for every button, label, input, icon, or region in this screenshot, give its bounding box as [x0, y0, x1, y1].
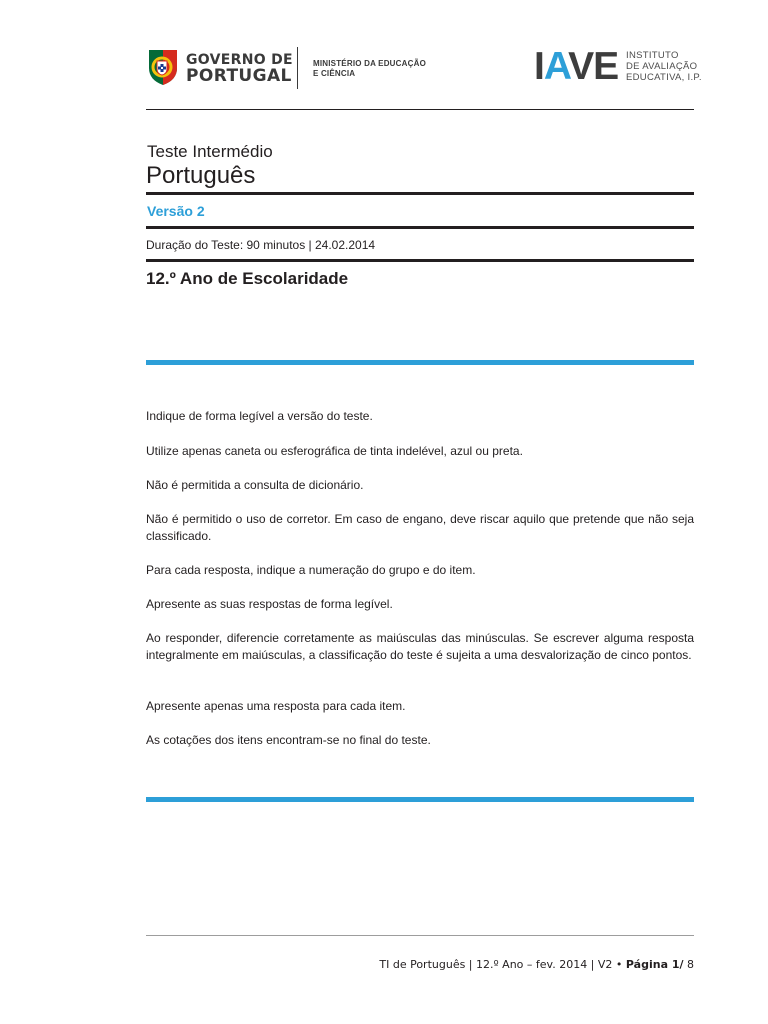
- ministry-line1: MINISTÉRIO DA EDUCAÇÃO: [313, 59, 426, 68]
- duration-rule: [146, 259, 694, 262]
- ministry-logo-text: [313, 59, 426, 79]
- footer-info: TI de Português | 12.º Ano – fev. 2014 | V2 •: [379, 958, 623, 971]
- footer-page-label: Página 1/: [625, 958, 684, 971]
- version-rule: [146, 226, 694, 229]
- instruction-item: As cotações dos itens encontram-se no final do teste.: [146, 733, 431, 747]
- institute-line1: INSTITUTO: [626, 50, 679, 61]
- title-rule: [146, 192, 694, 195]
- instruction-item: Ao responder, diferencie corretamente as maiúsculas das minúsculas. Se escrever alguma resposta integralmente em maiúsculas, a classificação do teste é sujeita a uma desvalorização de cinco pontos.: [146, 631, 694, 662]
- government-logo-text: [186, 52, 293, 84]
- footer-rule: [146, 935, 694, 936]
- instructions-bottom-bar: [146, 797, 694, 802]
- gov-line2: PORTUGAL: [186, 66, 292, 86]
- instruction-item: Não é permitido o uso de corretor. Em caso de engano, deve riscar aquilo que pretende que não seja classificado.: [146, 512, 694, 543]
- iave-logo: [534, 43, 618, 91]
- institute-line3: EDUCATIVA, I.P.: [626, 72, 702, 83]
- institute-logo-text: [626, 50, 702, 83]
- exam-version: Versão 2: [147, 203, 205, 219]
- logo-divider: [297, 47, 298, 89]
- institute-line2: DE AVALIAÇÃO: [626, 61, 698, 72]
- header-rule: [146, 109, 694, 110]
- instruction-item: Apresente as suas respostas de forma legível.: [146, 597, 393, 611]
- school-year: 12.º Ano de Escolaridade: [146, 269, 349, 288]
- instruction-item: Não é permitida a consulta de dicionário.: [146, 478, 364, 492]
- ministry-line2: E CIÊNCIA: [313, 69, 356, 78]
- portugal-coat-of-arms-icon: [146, 46, 180, 86]
- iave-logo-text: IAVE: [534, 45, 619, 88]
- instruction-item: Apresente apenas uma resposta para cada item.: [146, 699, 406, 713]
- exam-title: Português: [146, 162, 256, 189]
- instruction-item: Para cada resposta, indique a numeração do grupo e do item.: [146, 563, 476, 577]
- page-footer: [379, 957, 694, 973]
- gov-line1: GOVERNO DE: [186, 52, 293, 68]
- footer-page-total: 8: [687, 958, 694, 971]
- instruction-item: Indique de forma legível a versão do teste.: [146, 409, 373, 423]
- instruction-item: Utilize apenas caneta ou esferográfica de tinta indelével, azul ou preta.: [146, 444, 523, 458]
- exam-subtitle: Teste Intermédio: [147, 142, 273, 161]
- iave-logo-accent-letter: A: [543, 45, 569, 88]
- instructions-top-bar: [146, 360, 694, 365]
- exam-duration: Duração do Teste: 90 minutos | 24.02.2014: [146, 238, 376, 252]
